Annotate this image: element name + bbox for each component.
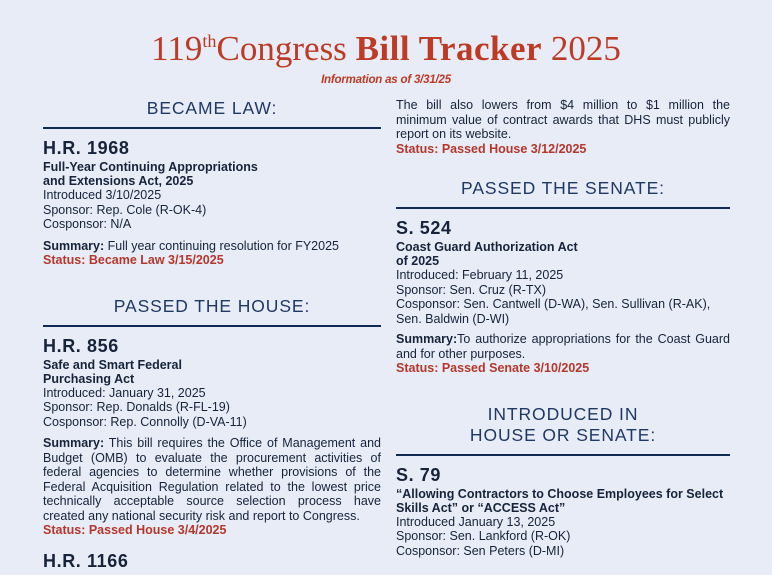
bill-cosponsor: Cosponsor: Rep. Connolly (D-VA-11) [43, 414, 247, 429]
status-label: Status: [43, 523, 86, 537]
bill-introduced-date: Introduced: February 11, 2025 [396, 268, 564, 282]
section-heading-became-law: BECAME LAW: [146, 98, 278, 118]
status-badge [396, 361, 730, 376]
section-spacer [43, 270, 381, 296]
section-introduced [396, 404, 730, 559]
section-heading-passed-senate: PASSED THE SENATE: [461, 178, 665, 198]
status-text: Passed House 3/4/2025 [85, 523, 227, 537]
bill-cosponsor-line1: Cosponsor: Sen. Cantwell (D-WA), Sen. Sullivan (R-AK), [396, 297, 711, 311]
information-as-of: Information as of 3/31/25 [321, 74, 451, 86]
status-label: Status: [43, 253, 86, 267]
section-heading-passed-house: PASSED THE HOUSE: [113, 295, 311, 316]
page-title [0, 30, 772, 68]
right-column [396, 98, 730, 560]
bill-title-line2: Skills Act” or “ACCESS Act” [396, 500, 566, 515]
status-label: Status: [396, 361, 439, 375]
section-spacer [396, 378, 730, 404]
bill-entry-hr856[interactable] [43, 336, 381, 538]
status-text: Became Law 3/15/2025 [85, 253, 224, 267]
bill-entry-hr1968[interactable] [43, 138, 381, 268]
bill-title-line1: Full-Year Continuing Appropriations [43, 160, 258, 174]
congress-word: Congress [216, 29, 347, 68]
status-badge [43, 253, 381, 268]
bill-number: S. 524 [396, 218, 452, 238]
bill-entry-hr1166[interactable] [43, 551, 381, 573]
title-year: 2025 [550, 29, 621, 68]
status-text: Passed Senate 3/10/2025 [438, 361, 590, 375]
bill-entry-s79[interactable] [396, 465, 730, 559]
section-passed-senate [396, 178, 730, 376]
bill-sponsor: Sponsor: Sen. Lankford (R-OK) [396, 529, 571, 543]
bill-number: S. 79 [396, 464, 442, 485]
ordinal-suffix: th [202, 30, 217, 51]
section-divider [396, 454, 730, 456]
section-became-law [43, 98, 381, 268]
bill-number: H.R. 856 [43, 335, 119, 356]
bill-number: H.R. 1166 [43, 550, 129, 571]
summary-text: To authorize appropriations for the Coast Guard and for other purposes. [396, 332, 730, 361]
bill-title-line2: of 2025 [396, 254, 440, 268]
section-divider [43, 325, 381, 327]
bill-title-line2: and Extensions Act, 2025 [43, 174, 194, 188]
bill-sponsor: Sponsor: Rep. Donalds (R-FL-19) [43, 400, 230, 414]
bill-introduced-date: Introduced January 13, 2025 [396, 514, 556, 529]
bill-sponsor: Sponsor: Rep. Cole (R-OK-4) [43, 202, 207, 217]
bill-number: H.R. 1968 [43, 138, 130, 158]
bill-title-line1: Safe and Smart Federal [43, 357, 182, 372]
bill-summary [396, 332, 730, 361]
bill-tracker-words: Bill Tracker [355, 29, 543, 68]
section-heading-introduced-line2: HOUSE OR SENATE: [469, 424, 657, 445]
section-heading-introduced-line1: INTRODUCED IN [487, 403, 639, 424]
section-divider [43, 127, 381, 129]
summary-text: This bill requires the Office of Management and Budget (OMB) to evaluate the procurement activities of federal agencies to determine whether provisions of the Federal Acquisition Regulation related to the lowest price technically acceptable source selection process have created any national security risk and report to Congress. [43, 436, 381, 523]
bill-introduced-date: Introduced: January 31, 2025 [43, 385, 206, 400]
status-badge [43, 523, 381, 538]
summary-label: Summary: [43, 436, 105, 450]
bill-title-line1: Coast Guard Authorization Act [396, 240, 578, 254]
continued-summary-paragraph: The bill also lowers from $4 million to $1 million the minimum value of contract awards that DHS must publicly report on its website. [396, 98, 730, 141]
summary-label: Summary: [43, 238, 105, 253]
status-text: Passed House 3/12/2025 [438, 141, 587, 156]
bill-introduced-date: Introduced 3/10/2025 [43, 188, 162, 202]
bill-entry-s524[interactable] [396, 218, 730, 376]
bill-cosponsor: Cosponsor: N/A [43, 217, 132, 231]
section-passed-house [43, 296, 381, 573]
bill-sponsor: Sponsor: Sen. Cruz (R-TX) [396, 282, 547, 297]
bill-entry-continued[interactable] [396, 98, 730, 156]
left-column [43, 98, 381, 575]
congress-number: 119 [151, 29, 203, 68]
bill-title-line1: “Allowing Contractors to Choose Employees for Select [396, 486, 724, 501]
section-spacer [396, 158, 730, 178]
bill-title-line2: Purchasing Act [43, 371, 135, 386]
bill-summary [43, 239, 381, 254]
status-badge [396, 142, 730, 157]
summary-text: Full year continuing resolution for FY2025 [104, 238, 339, 253]
status-label: Status: [396, 141, 439, 156]
summary-label: Summary: [396, 332, 458, 346]
page-masthead [0, 0, 772, 86]
section-divider [396, 207, 730, 209]
bill-cosponsor: Cosponsor: Sen Peters (D-MI) [396, 543, 565, 558]
bill-summary [43, 436, 381, 523]
bill-cosponsor-line2: Sen. Baldwin (D-WI) [396, 311, 510, 326]
